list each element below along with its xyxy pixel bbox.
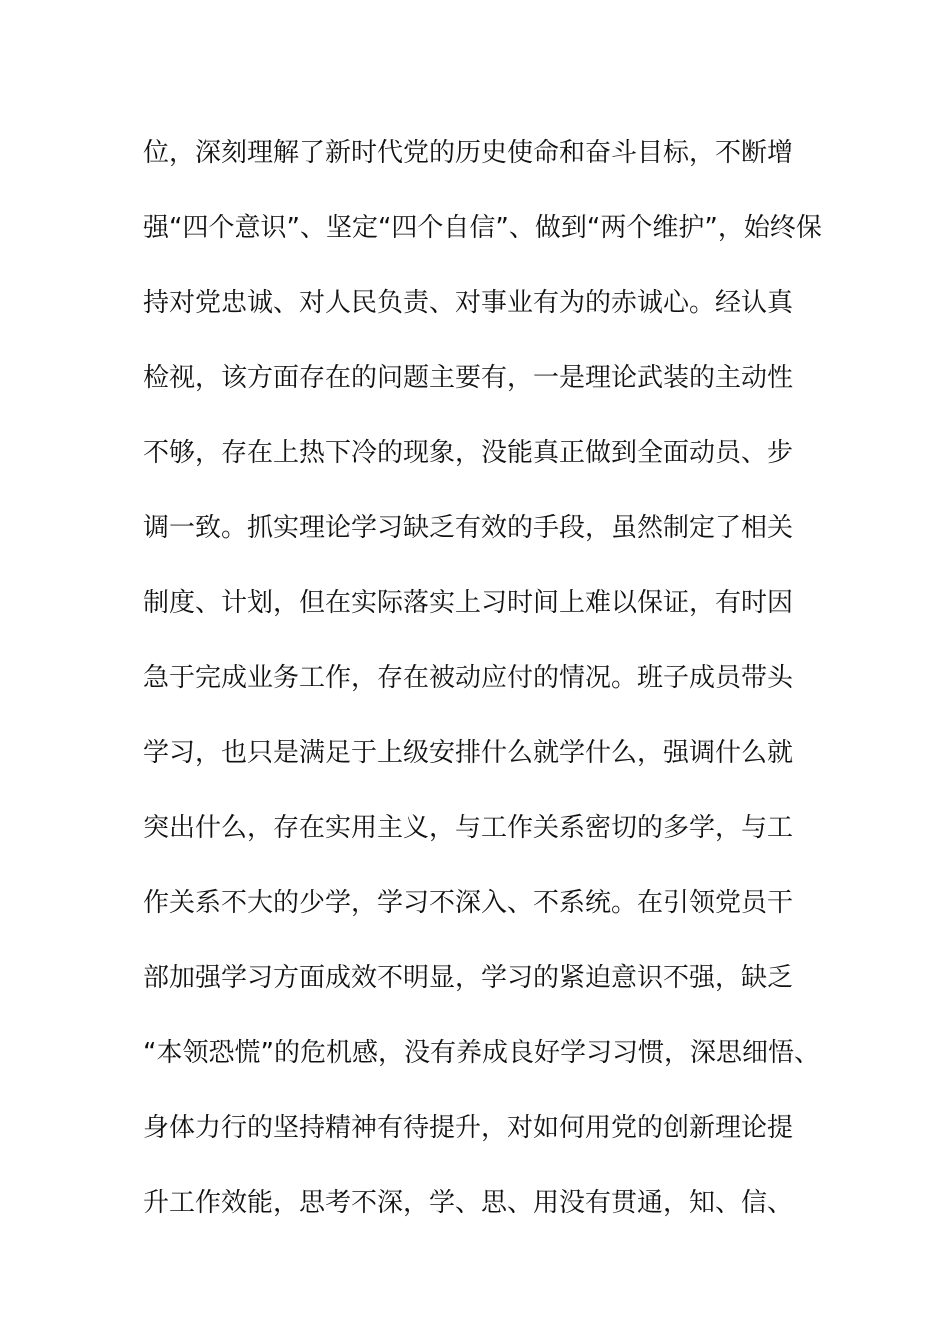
body-paragraph	[143, 128, 822, 1253]
text-line: 部加强学习方面成效不明显，学习的紧迫意识不强，缺乏	[143, 963, 794, 993]
text-line: “本领恐慌”的危机感，没有养成良好学习习惯，深思细悟、	[143, 1038, 820, 1068]
text-line: 不够，存在上热下冷的现象，没能真正做到全面动员、步	[143, 438, 794, 468]
text-line: 持对党忠诚、对人民负责、对事业有为的赤诚心。经认真	[143, 288, 794, 318]
text-line: 学习，也只是满足于上级安排什么就学什么，强调什么就	[143, 738, 794, 768]
text-line: 位，深刻理解了新时代党的历史使命和奋斗目标，不断增	[143, 138, 794, 168]
text-line: 强“四个意识”、坚定“四个自信”、做到“两个维护”，始终保	[143, 213, 822, 243]
text-line: 升工作效能，思考不深，学、思、用没有贯通，知、信、	[143, 1188, 794, 1218]
text-line: 检视，该方面存在的问题主要有，一是理论武装的主动性	[143, 363, 794, 393]
text-line: 制度、计划，但在实际落实上习时间上难以保证，有时因	[143, 588, 794, 618]
text-line: 急于完成业务工作，存在被动应付的情况。班子成员带头	[143, 663, 794, 693]
text-line: 身体力行的坚持精神有待提升，对如何用党的创新理论提	[143, 1113, 794, 1143]
text-line: 调一致。抓实理论学习缺乏有效的手段，虽然制定了相关	[143, 513, 794, 543]
text-line: 作关系不大的少学，学习不深入、不系统。在引领党员干	[143, 888, 794, 918]
text-line: 突出什么，存在实用主义，与工作关系密切的多学，与工	[143, 813, 794, 843]
